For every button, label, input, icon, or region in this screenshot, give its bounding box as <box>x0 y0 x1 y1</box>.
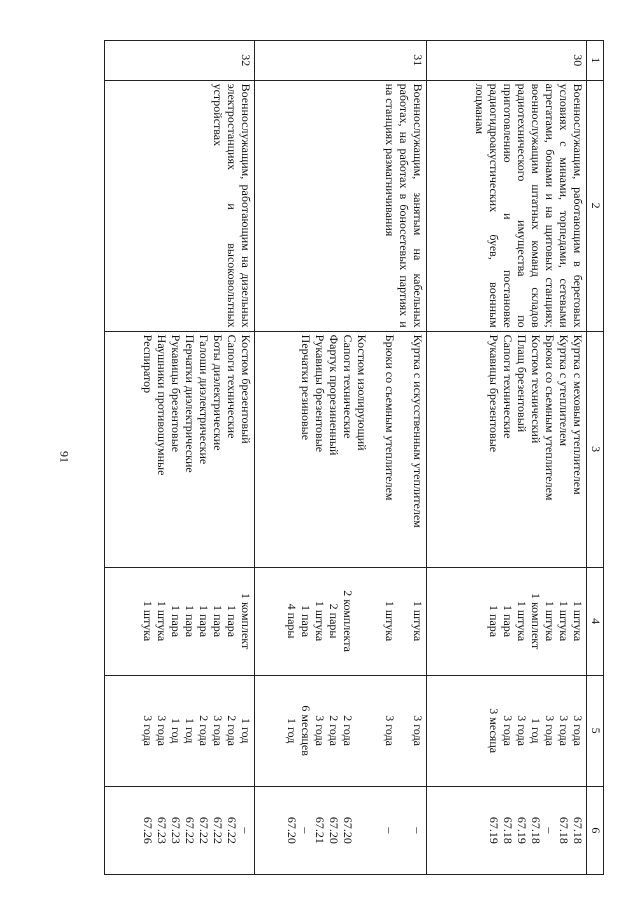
item-name: Брюки со съемным утеплителем <box>543 334 557 501</box>
col-header-4: 4 <box>587 567 604 675</box>
item-name: Костюм брезентовый <box>239 334 253 444</box>
item-qty: 1 пара <box>225 605 239 638</box>
item-term: 3 года <box>211 715 225 747</box>
item-name: Плащ брезентовый <box>515 334 529 433</box>
column-number-row <box>587 41 604 875</box>
item-qty: 1 комплект <box>529 592 543 650</box>
item-term: 1 год <box>239 717 253 744</box>
col-header-3: 3 <box>587 331 604 567</box>
table-row <box>427 41 587 875</box>
item-terms <box>105 675 255 786</box>
item-name: Галоши диэлектрические <box>197 334 211 465</box>
item-code: 67.20 <box>327 816 341 844</box>
item-qty: 1 комплект <box>239 592 253 650</box>
col-header-1: 1 <box>587 41 604 81</box>
item-qty: 1 штука <box>383 600 397 642</box>
item-qty: 1 штука <box>313 600 327 642</box>
item-term: 3 года <box>571 715 585 747</box>
item-qty: 2 пары <box>327 603 341 639</box>
item-name: Куртка с искусственным утеплителем <box>411 334 425 528</box>
item-code: – <box>239 827 253 834</box>
item-names <box>105 331 255 567</box>
item-qty: 1 пара <box>169 605 183 638</box>
item-term: 1 год <box>169 717 183 744</box>
item-names <box>427 331 587 567</box>
item-codes <box>105 786 255 874</box>
item-qty: 1 штука <box>543 600 557 642</box>
item-code: – <box>299 827 313 834</box>
item-code: 67.26 <box>141 816 155 844</box>
item-quantities <box>427 567 587 675</box>
clothing-norms-table <box>104 40 604 875</box>
item-terms <box>427 675 587 786</box>
item-names <box>255 331 427 567</box>
item-qty: 1 штука <box>155 600 169 642</box>
item-quantities <box>105 567 255 675</box>
item-term: 1 год <box>529 717 543 744</box>
item-name: Костюм изолирующий <box>355 334 369 451</box>
table-row <box>255 41 427 875</box>
item-name: Наушники противошумные <box>155 334 169 476</box>
item-term: 3 года <box>313 715 327 747</box>
col-header-5: 5 <box>587 675 604 786</box>
row-number: 32 <box>105 41 255 81</box>
item-name: Брюки со съемным утеплителем <box>383 334 397 501</box>
item-qty: 1 пара <box>197 605 211 638</box>
item-code: 67.19 <box>515 816 529 844</box>
item-code: 67.22 <box>225 816 239 844</box>
item-term: 3 года <box>515 715 529 747</box>
row-number: 30 <box>427 41 587 81</box>
item-qty: 1 штука <box>515 600 529 642</box>
item-term: 2 года <box>225 715 239 747</box>
col-header-6: 6 <box>587 786 604 874</box>
item-term: 2 года <box>327 715 341 747</box>
item-term: 3 года <box>501 715 515 747</box>
item-term: 2 года <box>197 715 211 747</box>
item-term: 3 года <box>543 715 557 747</box>
item-code: 67.23 <box>155 816 169 844</box>
item-term: 3 года <box>155 715 169 747</box>
item-name: Рукавицы брезентовые <box>169 334 183 453</box>
item-name: Перчатки диэлектрические <box>183 334 197 473</box>
item-code: 67.21 <box>313 816 327 844</box>
item-qty: 1 штука <box>141 600 155 642</box>
item-code: 67.20 <box>341 816 355 844</box>
item-code: 67.22 <box>211 816 225 844</box>
item-code: 67.18 <box>501 816 515 844</box>
item-qty: 2 комплекта <box>341 590 355 652</box>
table-row <box>105 41 255 875</box>
item-qty: 4 пары <box>285 603 299 639</box>
item-name: Фартук прорезиненный <box>327 334 341 456</box>
item-term: 3 года <box>383 715 397 747</box>
item-qty: 1 штука <box>557 600 571 642</box>
personnel-category: Военнослужащим, работающим в береговых условиях с минами, торпедами, сетевыми агрегатами, бонами и на щитовых станциях; военнослужащим штатных команд складов радиотехнического имущества по приготовлению и постановке радиогидроакустических буев, военным лоцманам <box>427 80 587 331</box>
item-qty: 1 пара <box>487 605 501 638</box>
row-number: 31 <box>255 41 427 81</box>
col-header-2: 2 <box>587 80 604 331</box>
item-code: 67.22 <box>183 816 197 844</box>
item-qty: 1 пара <box>501 605 515 638</box>
page-number: 91 <box>57 451 72 463</box>
item-name: Куртка с утеплителем <box>557 334 571 447</box>
item-term: 2 года <box>341 715 355 747</box>
item-code: 67.23 <box>169 816 183 844</box>
item-code: 67.18 <box>529 816 543 844</box>
item-code: 67.20 <box>285 816 299 844</box>
item-term: 3 года <box>141 715 155 747</box>
item-name: Костюм технический <box>529 334 543 444</box>
item-term: 3 года <box>411 715 425 747</box>
item-term: 1 год <box>183 717 197 744</box>
item-term: 1 год <box>285 717 299 744</box>
item-quantities <box>255 567 427 675</box>
item-terms <box>255 675 427 786</box>
item-qty: 1 пара <box>299 605 313 638</box>
item-code: – <box>543 827 557 834</box>
item-code: 67.18 <box>571 816 585 844</box>
item-name: Респиратор <box>141 334 155 394</box>
item-code: 67.18 <box>557 816 571 844</box>
item-term: 6 месяцев <box>299 705 313 756</box>
item-codes <box>427 786 587 874</box>
item-name: Рукавицы брезентовые <box>313 334 327 453</box>
personnel-category: Военнослужащим, работающим на дизельных электростанциях и высоковольтных устройствах <box>105 80 255 331</box>
item-code: – <box>383 827 397 834</box>
item-name: Куртка с меховым утеплителем <box>571 334 585 495</box>
item-name: Сапоги технические <box>501 334 515 439</box>
item-qty: 1 пара <box>183 605 197 638</box>
item-qty: 1 штука <box>411 600 425 642</box>
item-code: – <box>411 827 425 834</box>
item-name: Сапоги технические <box>225 334 239 439</box>
personnel-category: Военнослужащим, занятым на кабельных работах, на работах в боносетевых партиях и на станциях размагничивания <box>255 80 427 331</box>
item-codes <box>255 786 427 874</box>
item-term: 3 года <box>557 715 571 747</box>
item-term: 3 месяца <box>487 708 501 754</box>
item-name: Сапоги технические <box>341 334 355 439</box>
item-code: 67.19 <box>487 816 501 844</box>
item-qty: 1 пара <box>211 605 225 638</box>
item-name: Перчатки резиновые <box>299 334 313 441</box>
item-name: Боты диэлектрические <box>211 334 225 451</box>
item-name: Рукавицы брезентовые <box>487 334 501 453</box>
rotated-page <box>84 40 604 875</box>
item-code: 67.22 <box>197 816 211 844</box>
item-qty: 1 штука <box>571 600 585 642</box>
